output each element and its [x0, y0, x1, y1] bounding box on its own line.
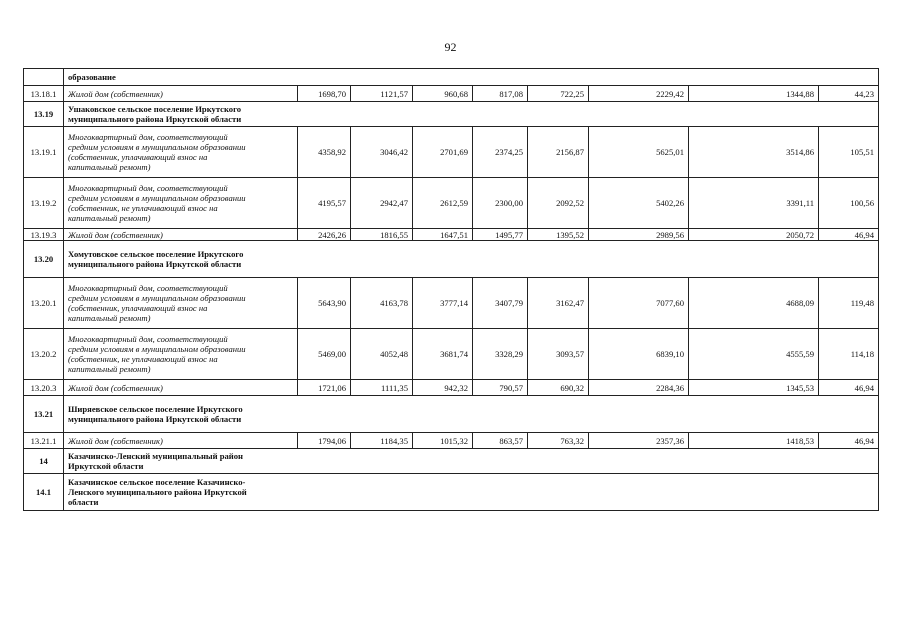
row-description: Жилой дом (собственник) — [64, 86, 298, 102]
table-body — [24, 69, 879, 511]
section-title: Ширяевское сельское поселение Иркутского муниципального района Иркутской области — [64, 396, 879, 433]
table-row — [24, 229, 879, 241]
value-cell: 5402,26 — [589, 178, 689, 229]
section-title: Ушаковское сельское поселение Иркутского муниципального района Иркутской области — [64, 102, 879, 127]
value-cell: 1344,88 — [689, 86, 819, 102]
value-cell: 1111,35 — [351, 380, 413, 396]
row-code: 13.21 — [24, 396, 64, 433]
value-cell: 44,23 — [819, 86, 879, 102]
value-cell: 863,57 — [473, 433, 528, 449]
value-cell: 3407,79 — [473, 278, 528, 329]
table-row — [24, 380, 879, 396]
value-cell: 3046,42 — [351, 127, 413, 178]
table-row — [24, 329, 879, 380]
value-cell: 5625,01 — [589, 127, 689, 178]
value-cell: 5469,00 — [298, 329, 351, 380]
value-cell: 1395,52 — [528, 229, 589, 241]
row-code: 14.1 — [24, 474, 64, 511]
section-title: Казачинское сельское поселение Казачинско-Ленского муниципального района Иркутской области — [64, 474, 879, 511]
row-code: 13.20.1 — [24, 278, 64, 329]
value-cell: 2050,72 — [689, 229, 819, 241]
value-cell: 2374,25 — [473, 127, 528, 178]
row-description: Жилой дом (собственник) — [64, 433, 298, 449]
row-code: 13.20 — [24, 241, 64, 278]
row-description: Многоквартирный дом, соответствующий средним условиям в муниципальном образовании (собственник, уплачивающий взнос на капитальный ремонт) — [64, 278, 298, 329]
value-cell: 1816,55 — [351, 229, 413, 241]
row-description: Жилой дом (собственник) — [64, 229, 298, 241]
row-code — [24, 69, 64, 86]
row-code: 13.21.1 — [24, 433, 64, 449]
value-cell: 6839,10 — [589, 329, 689, 380]
value-cell: 2092,52 — [528, 178, 589, 229]
value-cell: 942,32 — [413, 380, 473, 396]
value-cell: 46,94 — [819, 229, 879, 241]
section-row — [24, 102, 879, 127]
value-cell: 3093,57 — [528, 329, 589, 380]
value-cell: 4555,59 — [689, 329, 819, 380]
value-cell: 2612,59 — [413, 178, 473, 229]
value-cell: 114,18 — [819, 329, 879, 380]
table-row — [24, 278, 879, 329]
row-code: 13.20.2 — [24, 329, 64, 380]
section-row — [24, 69, 879, 86]
value-cell: 1184,35 — [351, 433, 413, 449]
value-cell: 2701,69 — [413, 127, 473, 178]
value-cell: 3681,74 — [413, 329, 473, 380]
value-cell: 2357,36 — [589, 433, 689, 449]
value-cell: 763,32 — [528, 433, 589, 449]
row-code: 13.19.2 — [24, 178, 64, 229]
value-cell: 3162,47 — [528, 278, 589, 329]
value-cell: 4358,92 — [298, 127, 351, 178]
value-cell: 7077,60 — [589, 278, 689, 329]
section-title: образование — [64, 69, 879, 86]
value-cell: 790,57 — [473, 380, 528, 396]
table-row — [24, 127, 879, 178]
value-cell: 817,08 — [473, 86, 528, 102]
value-cell: 960,68 — [413, 86, 473, 102]
value-cell: 3777,14 — [413, 278, 473, 329]
row-description: Многоквартирный дом, соответствующий средним условиям в муниципальном образовании (собственник, уплачивающий взнос на капитальный ремонт) — [64, 127, 298, 178]
section-row — [24, 396, 879, 433]
value-cell: 100,56 — [819, 178, 879, 229]
row-code: 14 — [24, 449, 64, 474]
tariff-table — [23, 68, 879, 511]
section-title: Хомутовское сельское поселение Иркутского муниципального района Иркутской области — [64, 241, 879, 278]
value-cell: 690,32 — [528, 380, 589, 396]
row-code: 13.18.1 — [24, 86, 64, 102]
value-cell: 1015,32 — [413, 433, 473, 449]
section-row — [24, 474, 879, 511]
value-cell: 46,94 — [819, 433, 879, 449]
value-cell: 3328,29 — [473, 329, 528, 380]
page-number: 92 — [444, 40, 457, 54]
value-cell: 1647,51 — [413, 229, 473, 241]
value-cell: 1418,53 — [689, 433, 819, 449]
row-description: Жилой дом (собственник) — [64, 380, 298, 396]
value-cell: 1721,06 — [298, 380, 351, 396]
value-cell: 2989,56 — [589, 229, 689, 241]
row-code: 13.19 — [24, 102, 64, 127]
value-cell: 2284,36 — [589, 380, 689, 396]
value-cell: 3514,86 — [689, 127, 819, 178]
value-cell: 4052,48 — [351, 329, 413, 380]
section-row — [24, 449, 879, 474]
value-cell: 119,48 — [819, 278, 879, 329]
row-description: Многоквартирный дом, соответствующий средним условиям в муниципальном образовании (собственник, не уплачивающий взнос на капитальный ремонт) — [64, 178, 298, 229]
value-cell: 3391,11 — [689, 178, 819, 229]
value-cell: 2942,47 — [351, 178, 413, 229]
value-cell: 4163,78 — [351, 278, 413, 329]
value-cell: 46,94 — [819, 380, 879, 396]
value-cell: 5643,90 — [298, 278, 351, 329]
value-cell: 722,25 — [528, 86, 589, 102]
table-row — [24, 433, 879, 449]
section-row — [24, 241, 879, 278]
value-cell: 2426,26 — [298, 229, 351, 241]
value-cell: 1345,53 — [689, 380, 819, 396]
row-description: Многоквартирный дом, соответствующий средним условиям в муниципальном образовании (собственник, не уплачивающий взнос на капитальный ремонт) — [64, 329, 298, 380]
value-cell: 1121,57 — [351, 86, 413, 102]
value-cell: 2156,87 — [528, 127, 589, 178]
value-cell: 1698,70 — [298, 86, 351, 102]
value-cell: 4688,09 — [689, 278, 819, 329]
section-title: Казачинско-Ленский муниципальный район Иркутской области — [64, 449, 879, 474]
row-code: 13.20.3 — [24, 380, 64, 396]
row-code: 13.19.1 — [24, 127, 64, 178]
row-code: 13.19.3 — [24, 229, 64, 241]
table-row — [24, 86, 879, 102]
value-cell: 1794,06 — [298, 433, 351, 449]
value-cell: 2300,00 — [473, 178, 528, 229]
value-cell: 2229,42 — [589, 86, 689, 102]
value-cell: 4195,57 — [298, 178, 351, 229]
table-row — [24, 178, 879, 229]
value-cell: 1495,77 — [473, 229, 528, 241]
value-cell: 105,51 — [819, 127, 879, 178]
